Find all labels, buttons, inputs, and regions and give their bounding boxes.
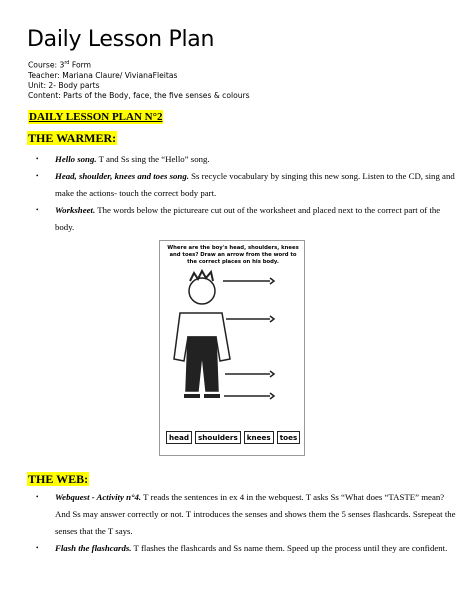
item-label: Webquest - Activity n°4.	[55, 492, 142, 502]
lesson-plan-heading: DAILY LESSON PLAN N°2	[29, 111, 163, 123]
web-list	[36, 489, 456, 557]
word-cutouts	[166, 431, 300, 444]
item-text: T and Ss sing the “Hello” song.	[96, 154, 210, 164]
item-label: Flash the flashcards.	[55, 543, 132, 553]
boy-drawing	[160, 241, 304, 431]
word-toes: toes	[277, 431, 301, 444]
item-text: T flashes the flashcards and Ss name them. Speed up the process until they are confident.	[131, 543, 448, 553]
list-item	[36, 151, 456, 168]
list-item	[36, 168, 456, 202]
course-suffix: Form	[69, 60, 92, 70]
item-label: Hello song.	[55, 154, 97, 164]
item-label: Head, shoulder, knees and toes song.	[55, 171, 189, 181]
list-item	[36, 202, 456, 236]
list-item	[36, 540, 456, 557]
word-knees: knees	[244, 431, 274, 444]
list-item	[36, 489, 456, 540]
content-line: Content: Parts of the Body, face, the five senses & colours	[28, 91, 250, 101]
course-line	[28, 58, 250, 71]
course-text: Course: 3	[28, 60, 65, 70]
worksheet-image	[159, 240, 305, 456]
item-text: The words below the pictureare cut out of the worksheet and placed next to the correct part of the body.	[55, 205, 441, 232]
warmer-list	[36, 151, 456, 236]
web-heading: THE WEB:	[28, 472, 89, 486]
teacher-line: Teacher: Mariana Claure/ VivianaFleitas	[28, 70, 178, 80]
bullet-icon: •	[36, 206, 39, 214]
bullet-icon: •	[36, 544, 39, 552]
page-title: Daily Lesson Plan	[27, 27, 215, 52]
unit-line: Unit: 2- Body parts	[28, 80, 100, 90]
worksheet-instructions: Where are the boy's head, shoulders, knees and toes? Draw an arrow from the word to the correct places on his body.	[167, 245, 299, 265]
bullet-icon: •	[36, 155, 39, 163]
item-text: Ss recycle vocabulary by singing this new song. Listen to the CD, sing and make the actions- touch the correct body part.	[55, 171, 455, 198]
lesson-metadata	[28, 58, 250, 101]
course-superscript: rd	[64, 60, 70, 66]
word-shoulders: shoulders	[195, 431, 241, 444]
bullet-icon: •	[36, 493, 39, 501]
item-label: Worksheet.	[55, 205, 96, 215]
warmer-heading: THE WARMER:	[28, 131, 117, 145]
item-text: T reads the sentences in ex 4 in the webquest. T asks Ss “What does “TASTE” mean? And Ss may answer correctly or not. T introduces the senses and shows them the 5 senses flashcards. Ssrepeat the senses that the T says.	[55, 492, 456, 536]
word-head: head	[166, 431, 192, 444]
bullet-icon: •	[36, 172, 39, 180]
